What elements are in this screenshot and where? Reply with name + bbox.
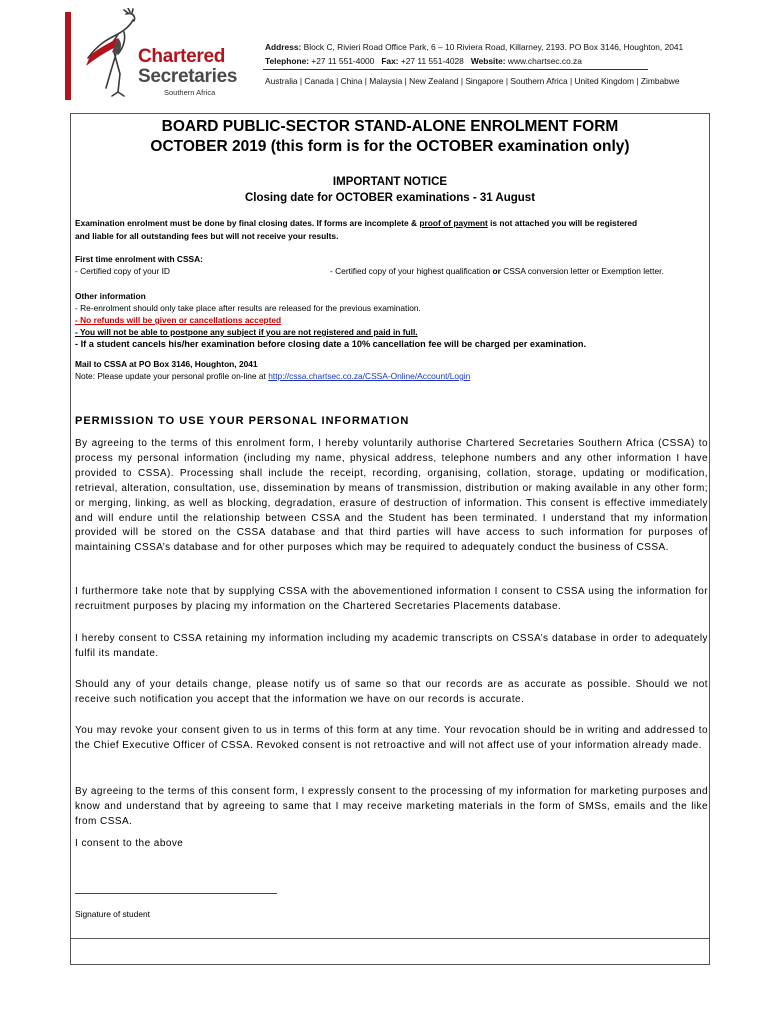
other-info-item: - No refunds will be given or cancellations accepted (75, 315, 282, 325)
consent-paragraph: I furthermore take note that by supplying CSSA with the abovementioned information I consent to CSSA using the information for recruitment purposes by placing my information on the Chartered Secretaries Placements database. (75, 586, 708, 612)
first-time-item-id: - Certified copy of your ID (75, 266, 170, 276)
form-footer-divider (70, 938, 710, 939)
closing-date: Closing date for OCTOBER examinations - 31 August (244, 192, 536, 204)
other-info-item: - You will not be able to postpone any subject if you are not registered and paid in full. (75, 327, 418, 337)
proof-of-payment-text: proof of payment (419, 218, 488, 228)
consent-paragraph: Should any of your details change, please notify us of same so that our records are as accurate as possible. Should we not receive such notification you accept that the information we have on our records is accurate. (75, 679, 708, 705)
consent-paragraph: By agreeing to the terms of this enrolment form, I hereby voluntarily authorise Chartered Secretaries Southern Africa (CSSA) to process my personal information (including my name, physical address, telephone numbers and any other information I have provided to CSSA). Processing shall include the receipt, recording, organising, collation, storage, updating or modification, retrieval, alteration, consultation, use, dissemination by means of transmission, distribution or making available in any other form; or merging, linking, as well as blocking, degradation, erasure of destruction of information. This consent is effective immediately and will endure until the relationship between CSSA and the Student has been terminated. I understand that my information provided will be stored on the CSSA database and that third parties will have access to such information for purposes of maintaining CSSA’s database and for other purposes which may be required to adequately conduct the business of CSSA. (75, 438, 708, 554)
header-divider (263, 69, 648, 70)
enrolment-notice: Examination enrolment must be done by final closing dates. If forms are incomplete & proof of payment is not attached you will be registered and liable for all outstanding fees but will not receive your results. (75, 218, 638, 241)
consent-paragraph: By agreeing to the terms of this consent form, I expressly consent to the processing of my information for marketing purposes and know and understand that by agreeing to same that I may receive marketing materials in the form of SMSs, emails and the like from CSSA. (75, 786, 708, 827)
header-contacts: Telephone: +27 11 551-4000 Fax: +27 11 551-4028 Website: www.chartsec.co.za (265, 56, 582, 66)
header-address: Address: Block C, Rivieri Road Office Park, 6 – 10 Riviera Road, Killarney, 2193. PO Box 3146, Houghton, 2041 (265, 42, 684, 52)
notice-title: IMPORTANT NOTICE (332, 176, 448, 188)
signature-line[interactable] (75, 893, 277, 894)
cssa-online-link[interactable]: http://cssa.chartsec.co.za/CSSA-Online/Account/Login (268, 371, 471, 381)
profile-note: Note: Please update your personal profile on-line at http://cssa.chartsec.co.za/CSSA-Online/Account/Login (75, 371, 471, 381)
other-info-item: - Re-enrolment should only take place after results are released for the previous examination. (75, 303, 421, 313)
consent-confirmation: I consent to the above (75, 838, 184, 849)
first-time-heading: First time enrolment with CSSA: (75, 254, 203, 264)
consent-heading: PERMISSION TO USE YOUR PERSONAL INFORMATION (75, 415, 410, 427)
consent-paragraph: You may revoke your consent given to us in terms of this form at any time. Your revocation should be in writing and addressed to the Chief Executive Officer of CSSA. Revoked consent is not retroactive and will not affect use of your information already made. (75, 725, 708, 751)
other-info-heading: Other information (75, 291, 146, 301)
form-title: BOARD PUBLIC-SECTOR STAND-ALONE ENROLMENT FORM (161, 118, 619, 135)
brand-name-chartered: Chartered (138, 46, 226, 67)
header-countries: Australia | Canada | China | Malaysia | New Zealand | Singapore | Southern Africa | United Kingdom | Zimbabwe (265, 76, 680, 86)
first-time-item-qualification: - Certified copy of your highest qualification or CSSA conversion letter or Exemption letter. (330, 266, 664, 276)
brand-name-secretaries: Secretaries (138, 66, 238, 87)
other-info-item: - If a student cancels his/her examination before closing date a 10% cancellation fee will be charged per examination. (75, 339, 587, 349)
cssa-logo (78, 8, 248, 100)
consent-paragraph: I hereby consent to CSSA retaining my information including my academic transcripts on CSSA’s database in order to adequately fulfil its mandate. (75, 633, 708, 659)
mail-line: Mail to CSSA at PO Box 3146, Houghton, 2041 (75, 359, 258, 369)
signature-label: Signature of student (75, 909, 150, 919)
form-subtitle: OCTOBER 2019 (this form is for the OCTOBER examination only) (150, 138, 630, 155)
brand-red-bar (65, 12, 71, 100)
brand-region: Southern Africa (164, 88, 216, 97)
